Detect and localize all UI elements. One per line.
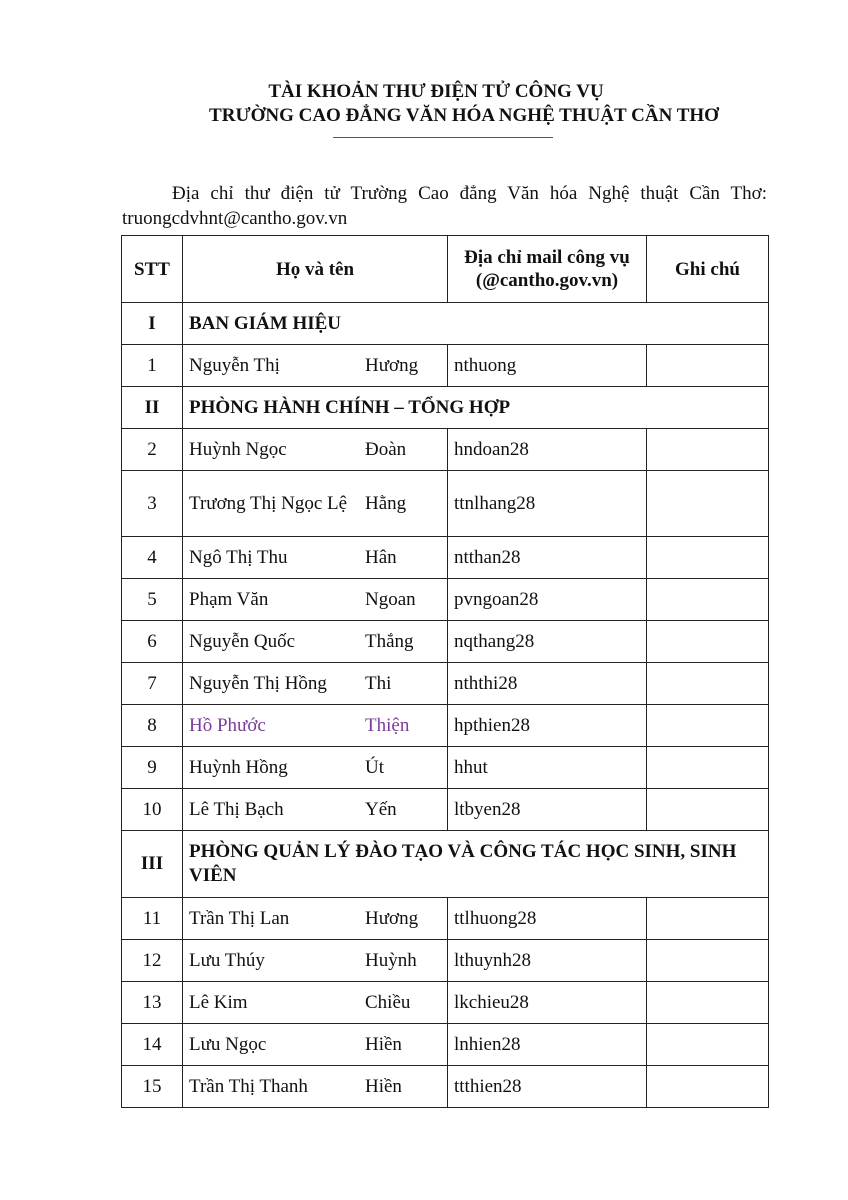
row-stt: 7 <box>122 663 183 705</box>
row-full-name <box>183 621 448 663</box>
row-mail: pvngoan28 <box>448 579 647 621</box>
row-stt: 6 <box>122 621 183 663</box>
row-note <box>647 663 769 705</box>
intro-email: truongcdvhnt@cantho.gov.vn <box>122 208 348 229</box>
row-note <box>647 579 769 621</box>
row-stt: 2 <box>122 429 183 471</box>
row-full-name <box>183 345 448 387</box>
row-last-name: Hằng <box>365 492 407 514</box>
intro-line1: Địa chỉ thư điện tử Trường Cao đẳng Văn hóa Nghệ thuật Cần Thơ: <box>172 183 767 204</box>
title-underline <box>333 137 553 138</box>
row-mail: lnhien28 <box>448 1024 647 1066</box>
row-full-name <box>183 747 448 789</box>
table-row <box>122 579 769 621</box>
row-first-name: Trần Thị Thanh <box>189 1075 308 1097</box>
row-mail: nqthang28 <box>448 621 647 663</box>
row-last-name: Hiền <box>365 1075 402 1097</box>
row-last-name: Hiền <box>365 1033 402 1055</box>
row-note <box>647 940 769 982</box>
row-note <box>647 898 769 940</box>
row-stt: 3 <box>122 471 183 537</box>
row-mail: ttlhuong28 <box>448 898 647 940</box>
row-mail: ltbyen28 <box>448 789 647 831</box>
table-row <box>122 898 769 940</box>
row-first-name: Nguyễn Quốc <box>189 630 296 652</box>
row-full-name <box>183 537 448 579</box>
row-mail: ttthien28 <box>448 1066 647 1108</box>
row-last-name: Huỳnh <box>365 949 417 971</box>
row-full-name <box>183 429 448 471</box>
row-stt: 4 <box>122 537 183 579</box>
row-mail: ntthan28 <box>448 537 647 579</box>
row-note <box>647 537 769 579</box>
row-last-name: Thiện <box>365 714 410 736</box>
row-full-name <box>183 898 448 940</box>
row-last-name: Thi <box>365 672 392 694</box>
table-row <box>122 429 769 471</box>
row-first-name: Lưu Thúy <box>189 949 265 971</box>
table-body <box>122 303 769 1108</box>
row-last-name: Hương <box>365 907 419 929</box>
row-first-name: Lê Kim <box>189 991 248 1013</box>
row-note <box>647 621 769 663</box>
row-last-name: Yến <box>365 798 397 820</box>
document-title-line2: TRƯỜNG CAO ĐẲNG VĂN HÓA NGHỆ THUẬT CẦN THƠ <box>209 105 719 126</box>
row-stt: 12 <box>122 940 183 982</box>
row-mail: lkchieu28 <box>448 982 647 1024</box>
row-full-name <box>183 705 448 747</box>
row-last-name: Thắng <box>365 630 414 652</box>
header-mail <box>448 236 647 303</box>
row-first-name: Lê Thị Bạch <box>189 798 284 820</box>
table-row <box>122 663 769 705</box>
row-stt: 1 <box>122 345 183 387</box>
row-mail: nththi28 <box>448 663 647 705</box>
row-stt: 8 <box>122 705 183 747</box>
section-row <box>122 387 769 429</box>
row-last-name: Hương <box>365 354 419 376</box>
row-mail: ttnlhang28 <box>448 471 647 537</box>
row-note <box>647 1066 769 1108</box>
row-full-name <box>183 1066 448 1108</box>
row-stt: 9 <box>122 747 183 789</box>
row-first-name: Trần Thị Lan <box>189 907 290 929</box>
row-note <box>647 429 769 471</box>
row-mail: hpthien28 <box>448 705 647 747</box>
row-first-name: Nguyễn Thị <box>189 354 280 376</box>
row-first-name: Nguyễn Thị Hồng <box>189 672 327 694</box>
row-first-name: Lưu Ngọc <box>189 1033 267 1055</box>
table-row <box>122 471 769 537</box>
row-full-name <box>183 940 448 982</box>
row-note <box>647 345 769 387</box>
row-first-name: Trương Thị Ngọc Lệ <box>189 492 348 514</box>
table-row <box>122 345 769 387</box>
row-stt: 5 <box>122 579 183 621</box>
row-full-name <box>183 982 448 1024</box>
table-row <box>122 747 769 789</box>
row-note <box>647 982 769 1024</box>
row-mail: hhut <box>448 747 647 789</box>
table-header-row <box>122 236 769 303</box>
row-first-name: Huỳnh Ngọc <box>189 438 287 460</box>
table-row <box>122 705 769 747</box>
row-stt: 11 <box>122 898 183 940</box>
row-first-name: Ngô Thị Thu <box>189 546 288 568</box>
section-number: II <box>122 387 183 429</box>
section-title: PHÒNG HÀNH CHÍNH – TỔNG HỢP <box>183 387 769 429</box>
table-row <box>122 940 769 982</box>
row-note <box>647 747 769 789</box>
row-note <box>647 789 769 831</box>
row-note <box>647 705 769 747</box>
row-stt: 13 <box>122 982 183 1024</box>
table-row <box>122 982 769 1024</box>
section-number: I <box>122 303 183 345</box>
row-full-name <box>183 1024 448 1066</box>
table-row <box>122 1024 769 1066</box>
row-full-name <box>183 471 448 537</box>
row-last-name: Chiều <box>365 991 411 1013</box>
section-title: BAN GIÁM HIỆU <box>183 303 769 345</box>
row-mail: lthuynh28 <box>448 940 647 982</box>
email-table <box>121 235 769 1108</box>
header-note: Ghi chú <box>647 236 769 303</box>
table-row <box>122 537 769 579</box>
row-full-name <box>183 579 448 621</box>
header-mail-line2: (@cantho.gov.vn) <box>475 270 619 291</box>
row-full-name <box>183 663 448 705</box>
header-mail-line1: Địa chỉ mail công vụ <box>464 247 630 268</box>
section-number: III <box>122 831 183 898</box>
row-mail: nthuong <box>448 345 647 387</box>
header-name: Họ và tên <box>183 236 448 303</box>
row-stt: 10 <box>122 789 183 831</box>
row-stt: 14 <box>122 1024 183 1066</box>
row-first-name: Phạm Văn <box>189 588 269 610</box>
row-first-name: Hồ Phước <box>189 714 266 736</box>
section-title: PHÒNG QUẢN LÝ ĐÀO TẠO VÀ CÔNG TÁC HỌC SINH, SINH VIÊN <box>183 831 769 898</box>
row-last-name: Đoàn <box>365 438 407 460</box>
section-row <box>122 831 769 898</box>
row-full-name <box>183 789 448 831</box>
table-row <box>122 621 769 663</box>
row-last-name: Út <box>365 756 384 778</box>
row-last-name: Hân <box>365 546 397 568</box>
section-row <box>122 303 769 345</box>
header-stt: STT <box>122 236 183 303</box>
row-note <box>647 471 769 537</box>
document-title-line1: TÀI KHOẢN THƯ ĐIỆN TỬ CÔNG VỤ <box>268 81 604 102</box>
table-row <box>122 789 769 831</box>
row-stt: 15 <box>122 1066 183 1108</box>
row-first-name: Huỳnh Hồng <box>189 756 288 778</box>
row-last-name: Ngoan <box>365 588 416 610</box>
row-note <box>647 1024 769 1066</box>
intro-paragraph <box>122 181 767 231</box>
table-row <box>122 1066 769 1108</box>
row-mail: hndoan28 <box>448 429 647 471</box>
